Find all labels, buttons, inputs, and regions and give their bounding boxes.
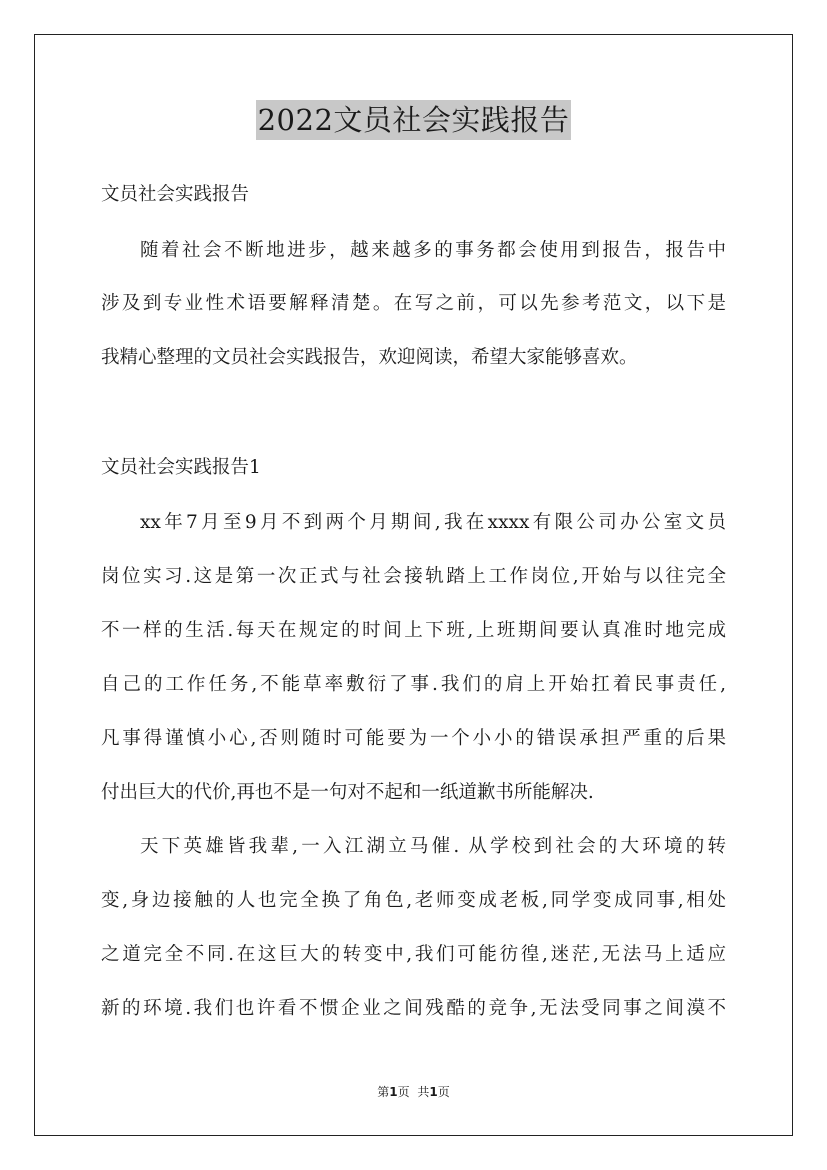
page-footer bbox=[0, 1083, 827, 1100]
section-heading-1: 文员社会实践报告1 bbox=[101, 457, 261, 478]
para2-line-2: 变,身边接触的人也完全换了角色,老师变成老板,同学变成同事,相处 bbox=[101, 890, 726, 911]
footer-total-suffix: 页 bbox=[437, 1085, 450, 1099]
intro-line-3: 我精心整理的文员社会实践报告，欢迎阅读，希望大家能够喜欢。 bbox=[101, 347, 638, 368]
para1-line-5: 凡事得谨慎小心,否则随时可能要为一个小小的错误承担严重的后果 bbox=[101, 728, 726, 749]
footer-page-prefix: 第 bbox=[377, 1085, 390, 1099]
intro-line-1: 随着社会不断地进步，越来越多的事务都会使用到报告，报告中 bbox=[140, 240, 726, 261]
para1-line-2: 岗位实习.这是第一次正式与社会接轨踏上工作岗位,开始与以往完全 bbox=[101, 566, 726, 587]
title-container bbox=[0, 100, 827, 140]
intro-line-2: 涉及到专业性术语要解释清楚。在写之前，可以先参考范文，以下是 bbox=[101, 293, 726, 314]
footer-page-number: 1 bbox=[389, 1085, 398, 1099]
para2-line-3: 之道完全不同.在这巨大的转变中,我们可能彷徨,迷茫,无法马上适应 bbox=[101, 944, 726, 965]
para2-line-4: 新的环境.我们也许看不惯企业之间残酷的竞争,无法受同事之间漠不 bbox=[101, 998, 726, 1019]
section-heading: 文员社会实践报告 bbox=[101, 184, 250, 205]
document-title: 2022文员社会实践报告 bbox=[256, 100, 572, 140]
footer-total-prefix: 共 bbox=[417, 1085, 430, 1099]
para2-line-1: 天下英雄皆我辈,一入江湖立马催. 从学校到社会的大环境的转 bbox=[140, 836, 726, 857]
para1-line-3: 不一样的生活.每天在规定的时间上下班,上班期间要认真准时地完成 bbox=[101, 620, 726, 641]
para1-line-1: xx年7月至9月不到两个月期间,我在xxxx有限公司办公室文员 bbox=[140, 512, 726, 533]
footer-total-number: 1 bbox=[429, 1085, 438, 1099]
para1-line-4: 自己的工作任务,不能草率敷衍了事.我们的肩上开始扛着民事责任, bbox=[101, 674, 726, 695]
para1-line-6: 付出巨大的代价,再也不是一句对不起和一纸道歉书所能解决. bbox=[101, 782, 594, 803]
footer-page-suffix: 页 bbox=[397, 1085, 410, 1099]
